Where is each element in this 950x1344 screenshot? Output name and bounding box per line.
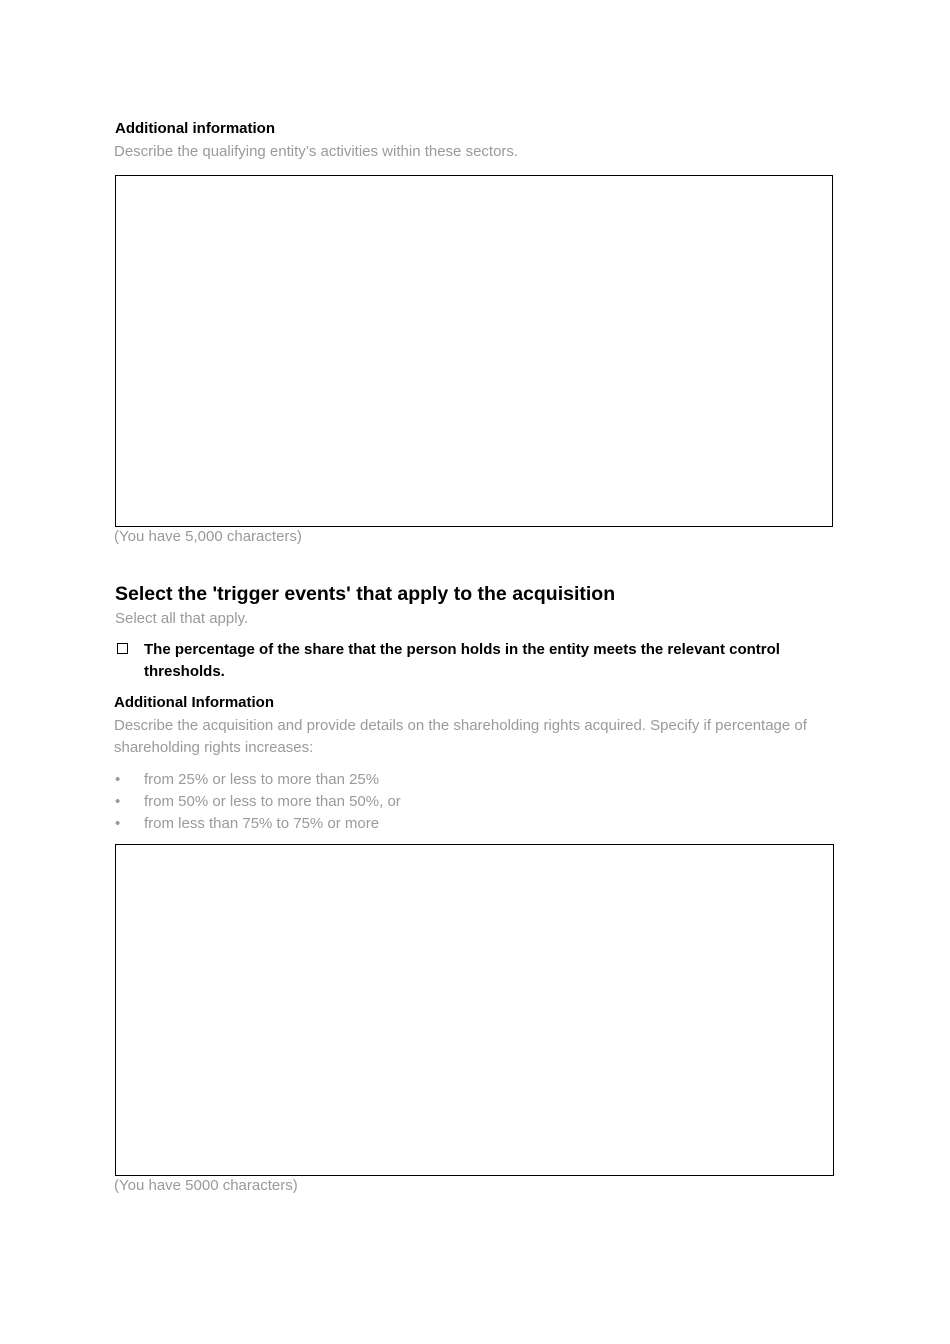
list-item — [115, 791, 815, 813]
trigger-events-additional-info-hint: Describe the acquisition and provide details on the shareholding rights acquired. Specify if percentage of shareholding rights increases: — [114, 717, 807, 756]
bullet-icon: • — [115, 815, 121, 832]
activities-textbox[interactable] — [115, 175, 833, 527]
trigger-event-checkbox-label[interactable]: The percentage of the share that the person holds in the entity meets the relevant control thresholds. — [144, 641, 780, 680]
trigger-events-heading: Select the 'trigger events' that apply to the acquisition — [115, 583, 616, 605]
list-item-text: from 25% or less to more than 25% — [144, 771, 380, 788]
trigger-event-checkbox[interactable] — [117, 643, 128, 654]
list-item-text: from 50% or less to more than 50%, or — [144, 793, 401, 810]
activities-additional-info-label: Additional information — [115, 120, 275, 137]
trigger-events-hint: Select all that apply. — [115, 610, 249, 627]
bullet-icon: • — [115, 793, 121, 810]
trigger-events-additional-info-label: Additional Information — [114, 694, 274, 711]
trigger-events-textbox[interactable] — [115, 844, 834, 1176]
list-item — [115, 769, 815, 791]
bullet-icon: • — [115, 771, 121, 788]
shareholding-thresholds-list — [115, 769, 815, 835]
activities-char-counter: (You have 5,000 characters) — [114, 528, 302, 545]
trigger-events-char-counter: (You have 5000 characters) — [114, 1177, 298, 1194]
activities-hint: Describe the qualifying entity’s activities within these sectors. — [114, 143, 519, 160]
list-item-text: from less than 75% to 75% or more — [144, 815, 380, 832]
list-item — [115, 813, 815, 835]
